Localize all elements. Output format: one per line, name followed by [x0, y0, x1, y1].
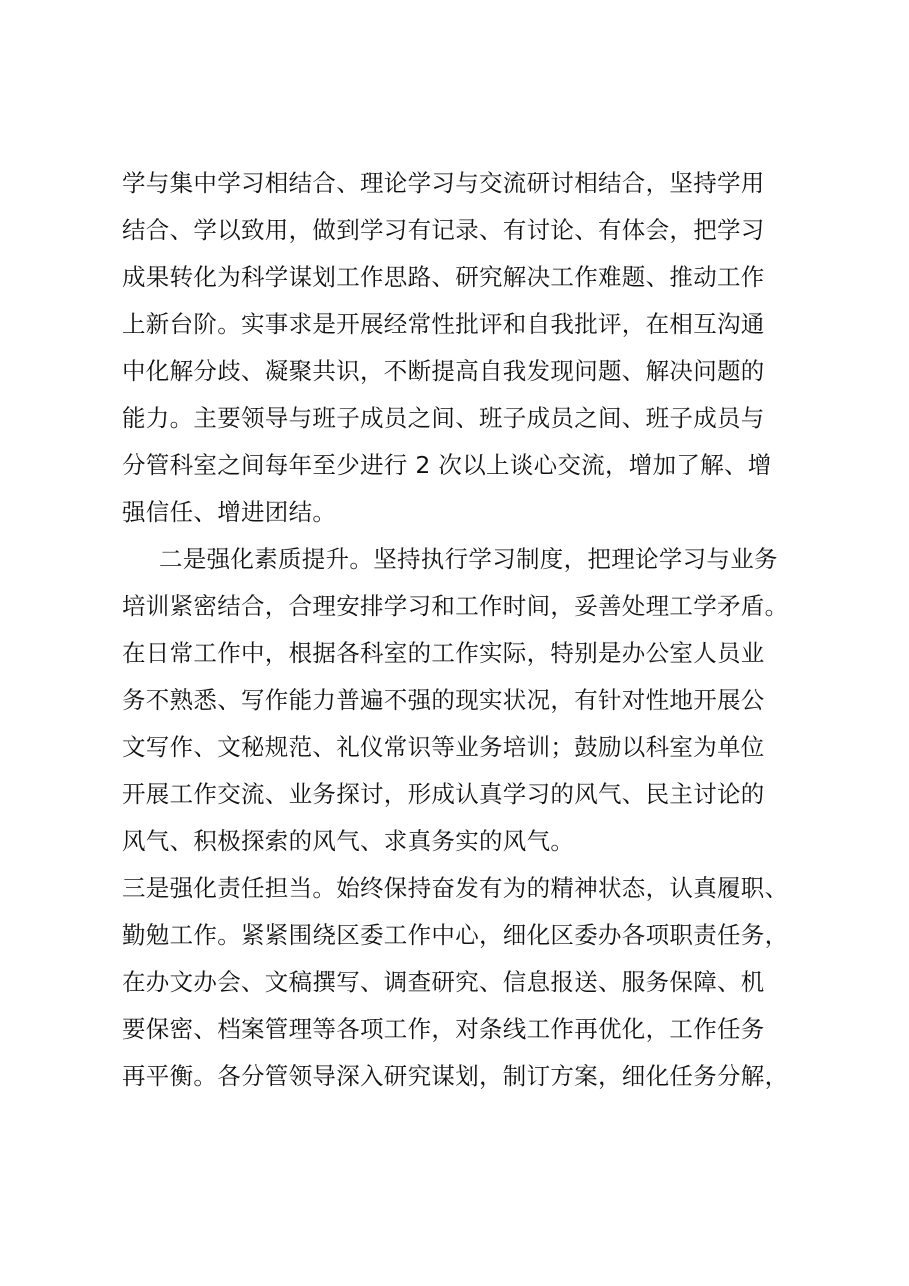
text-line: 要保密、档案管理等各项工作，对条线工作再优化，工作任务: [122, 1015, 765, 1043]
text-line: 在日常工作中，根据各科室的工作实际，特别是办公室人员业: [122, 639, 765, 667]
paragraph-3: [122, 865, 822, 1100]
paragraph-2: [122, 536, 822, 865]
text-line: 开展工作交流、业务探讨，形成认真学习的风气、民主讨论的: [122, 780, 765, 808]
text-line: 二是强化素质提升。坚持执行学习制度，把理论学习与业务: [159, 545, 778, 573]
text-line: 勤勉工作。紧紧围绕区委工作中心，细化区委办各项职责任务，: [122, 921, 789, 949]
text-line: 文写作、文秘规范、礼仪常识等业务培训；鼓励以科室为单位: [122, 733, 765, 761]
text-line: 成果转化为科学谋划工作思路、研究解决工作难题、推动工作: [122, 263, 765, 291]
text-line: 风气、积极探索的风气、求真务实的风气。: [122, 827, 575, 855]
text-line: 分管科室之间每年至少进行 2 次以上谈心交流，增加了解、增: [122, 451, 772, 479]
text-line: 强信任、增进团结。: [122, 498, 337, 526]
text-line: 中化解分歧、凝聚共识，不断提高自我发现问题、解决问题的: [122, 357, 765, 385]
text-line: 学与集中学习相结合、理论学习与交流研讨相结合，坚持学用: [122, 169, 765, 197]
text-line: 能力。主要领导与班子成员之间、班子成员之间、班子成员与: [122, 404, 765, 432]
text-line: 在办文办会、文稿撰写、调查研究、信息报送、服务保障、机: [122, 968, 765, 996]
document-body: [122, 160, 822, 1100]
text-line: 培训紧密结合，合理安排学习和工作时间，妥善处理工学矛盾。: [122, 592, 789, 620]
text-line: 三是强化责任担当。始终保持奋发有为的精神状态，认真履职、: [122, 874, 789, 902]
text-line: 务不熟悉、写作能力普遍不强的现实状况，有针对性地开展公: [122, 686, 765, 714]
text-line: 再平衡。各分管领导深入研究谋划，制订方案，细化任务分解，: [122, 1062, 789, 1090]
text-line: 上新台阶。实事求是开展经常性批评和自我批评，在相互沟通: [122, 310, 765, 338]
paragraph-1: [122, 160, 822, 536]
text-line: 结合、学以致用，做到学习有记录、有讨论、有体会，把学习: [122, 216, 765, 244]
